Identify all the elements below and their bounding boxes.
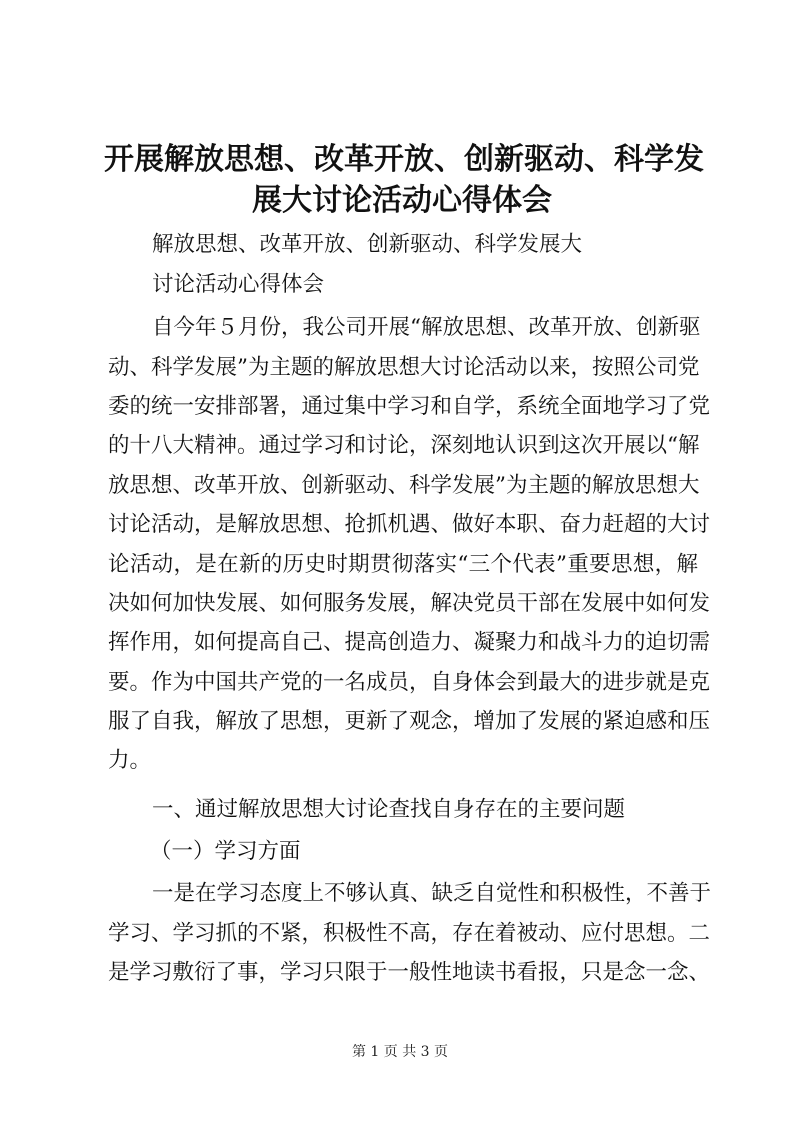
subsection-heading: （一）学习方面 [150, 839, 301, 864]
subtitle-line-2: 讨论活动心得体会 [152, 272, 325, 297]
body-line: 力。 [108, 748, 152, 773]
section-heading: 一、通过解放思想大讨论查找自身存在的主要问题 [152, 797, 626, 822]
body-line: 要。作为中国共产党的一名成员，自身体会到最大的进步就是克 [108, 670, 711, 695]
body-line: 的十八大精神。通过学习和讨论，深刻地认识到这次开展以“解 [108, 433, 700, 458]
body-line: 是学习敷衍了事，学习只限于一般性地读书看报，只是念一念、 [108, 960, 711, 985]
body-line: 挥作用，如何提高自己、提高创造力、凝聚力和战斗力的迫切需 [108, 630, 711, 655]
page-number-footer: 第 1 页 共 3 页 [351, 1044, 449, 1060]
body-line: 放思想、改革开放、创新驱动、科学发展”为主题的解放思想大 [108, 473, 700, 498]
body-line: 服了自我，解放了思想，更新了观念，增加了发展的紧迫感和压 [108, 709, 711, 734]
document-title-line-1: 开展解放思想、改革开放、创新驱动、科学发 [104, 142, 704, 177]
body-line: 委的统一安排部署，通过集中学习和自学，系统全面地学习了党 [108, 394, 711, 419]
document-title-line-2: 展大讨论活动心得体会 [252, 183, 552, 218]
body-line: 学习、学习抓的不紧，积极性不高，存在着被动、应付思想。二 [108, 921, 711, 946]
subtitle-line-1: 解放思想、改革开放、创新驱动、科学发展大 [152, 232, 583, 257]
body-line: 论活动，是在新的历史时期贯彻落实“三个代表”重要思想，解 [108, 552, 698, 577]
body-line: 决如何加快发展、如何服务发展，解决党员干部在发展中如何发 [108, 591, 711, 616]
body-line: 一是在学习态度上不够认真、缺乏自觉性和积极性，不善于 [152, 881, 712, 906]
body-line: 讨论活动，是解放思想、抢抓机遇、做好本职、奋力赶超的大讨 [108, 512, 711, 537]
body-line: 动、科学发展”为主题的解放思想大讨论活动以来，按照公司党 [108, 355, 700, 380]
body-line: 自今年５月份，我公司开展“解放思想、改革开放、创新驱 [152, 315, 701, 340]
